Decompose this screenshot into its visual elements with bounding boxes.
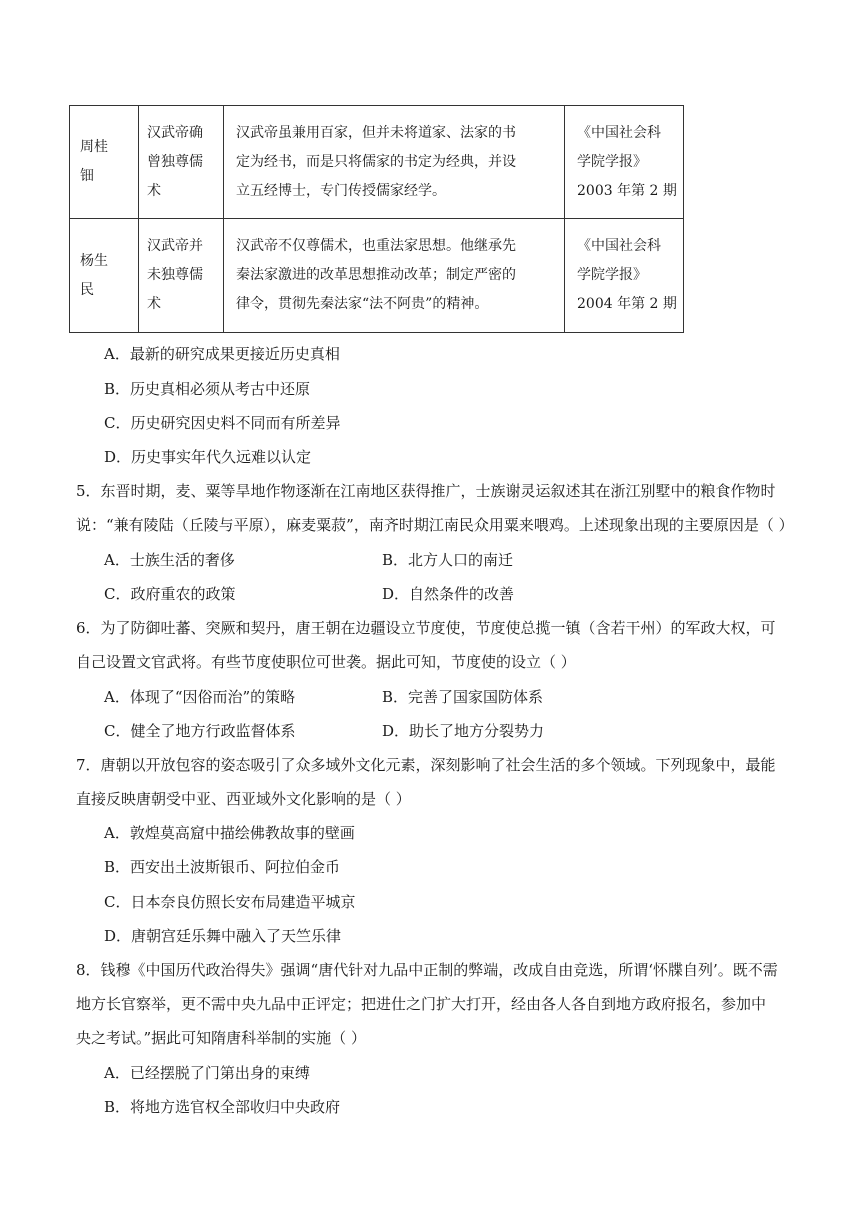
q5-option-b[interactable]: B．北方人口的南迁	[382, 551, 514, 569]
cell-line: 术	[147, 296, 161, 312]
q7-option-d[interactable]: D．唐朝宫廷乐舞中融入了天竺乐律	[104, 927, 342, 945]
cell-line: 汉武帝不仅尊儒术，也重法家思想。他继承先	[236, 238, 516, 254]
q6-option-d[interactable]: D．助长了地方分裂势力	[382, 722, 545, 740]
q7-stem-line: 7．唐朝以开放包容的姿态吸引了众多域外文化元素，深刻影响了社会生活的多个领域。下列现象中，最能	[76, 756, 776, 774]
q5-stem-line: 说：“兼有陵陆（丘陵与平原），麻麦粟菽”，南齐时期江南民众用粟来喂鸡。上述现象出现的主要原因是（ ）	[76, 516, 794, 534]
cell-line: 汉武帝虽兼用百家，但并未将道家、法家的书	[236, 124, 516, 141]
q6-stem-line: 自己设置文官武将。有些节度使职位可世袭。据此可知，节度使的设立（ ）	[76, 653, 576, 671]
cell-line: 学院学报》	[577, 153, 647, 170]
view-cell	[139, 219, 224, 333]
q5-option-c[interactable]: C．政府重农的政策	[104, 585, 236, 603]
cell-line: 秦法家激进的改革思想推动改革；制定严密的	[236, 267, 516, 283]
source-table	[69, 105, 684, 333]
q5-stem-line: 5．东晋时期，麦、粟等旱地作物逐渐在江南地区获得推广，士族谢灵运叙述其在浙江别墅中的粮食作物时	[76, 482, 776, 500]
q7-option-c[interactable]: C．日本奈良仿照长安布局建造平城京	[104, 893, 356, 911]
q6-option-b[interactable]: B．完善了国家国防体系	[382, 688, 544, 706]
cell-line: 立五经博士，专门传授儒家经学。	[236, 182, 446, 199]
cell-line: 钿	[80, 168, 94, 184]
q7-stem-line: 直接反映唐朝受中亚、西亚域外文化影响的是（ ）	[76, 790, 411, 808]
cell-line: 《中国社会科	[577, 124, 661, 141]
cell-line: 2004 年第 2 期	[577, 296, 677, 312]
q4-option-c[interactable]: C．历史研究因史料不同而有所差异	[104, 414, 341, 432]
cell-line: 曾独尊儒	[147, 153, 203, 170]
cell-line: 学院学报》	[577, 267, 647, 283]
q4-option-d[interactable]: D．历史事实年代久远难以认定	[104, 448, 312, 466]
basis-cell	[224, 219, 565, 333]
q4-option-b[interactable]: B．历史真相必须从考古中还原	[104, 380, 311, 398]
cell-line: 杨生	[80, 252, 108, 269]
cell-line: 民	[80, 281, 94, 298]
q8-option-a[interactable]: A．已经摆脱了门第出身的束缚	[104, 1064, 310, 1082]
q6-stem-line: 6．为了防御吐蕃、突厥和契丹，唐王朝在边疆设立节度使，节度使总揽一镇（含若干州）的军政大权，可	[76, 619, 776, 637]
q8-option-b[interactable]: B．将地方选官权全部收归中央政府	[104, 1098, 341, 1116]
q4-option-a[interactable]: A．最新的研究成果更接近历史真相	[104, 345, 340, 363]
cell-line: 《中国社会科	[577, 238, 661, 254]
cell-line: 定为经书，而是只将儒家的书定为经典，并设	[236, 153, 516, 170]
scholar-name-cell	[70, 219, 139, 333]
q8-stem-line: 央之考试。”据此可知隋唐科举制的实施（ ）	[76, 1029, 366, 1047]
cell-line: 2003 年第 2 期	[577, 182, 677, 199]
q7-option-a[interactable]: A．敦煌莫高窟中描绘佛教故事的壁画	[104, 824, 355, 842]
source-cell	[565, 106, 684, 219]
cell-line: 未独尊儒	[147, 267, 203, 283]
q8-stem-line: 地方长官察举，更不需中央九品中正评定；把进仕之门扩大打开，经由各人各自到地方政府报名，参加中	[76, 995, 767, 1013]
q7-option-b[interactable]: B．西安出土波斯银币、阿拉伯金币	[104, 858, 341, 876]
scholar-name-cell	[70, 106, 139, 219]
view-cell	[139, 106, 224, 219]
source-cell	[565, 219, 684, 333]
cell-line: 周桂	[80, 139, 108, 155]
cell-line: 律令，贯彻先秦法家“法不阿贵”的精神。	[236, 296, 489, 312]
q6-option-c[interactable]: C．健全了地方行政监督体系	[104, 722, 296, 740]
q8-stem-line: 8．钱穆《中国历代政治得失》强调“唐代针对九品中正制的弊端，改成自由竞选，所谓‘怀牒自列’。既不需	[76, 961, 778, 979]
cell-line: 术	[147, 182, 161, 199]
basis-cell	[224, 106, 565, 219]
cell-line: 汉武帝并	[147, 238, 203, 254]
q5-option-a[interactable]: A．士族生活的奢侈	[104, 551, 235, 569]
q6-option-a[interactable]: A．体现了“因俗而治”的策略	[104, 688, 296, 706]
table-row	[70, 106, 684, 219]
cell-line: 汉武帝确	[147, 124, 203, 141]
table-row	[70, 219, 684, 333]
q5-option-d[interactable]: D．自然条件的改善	[382, 585, 515, 603]
